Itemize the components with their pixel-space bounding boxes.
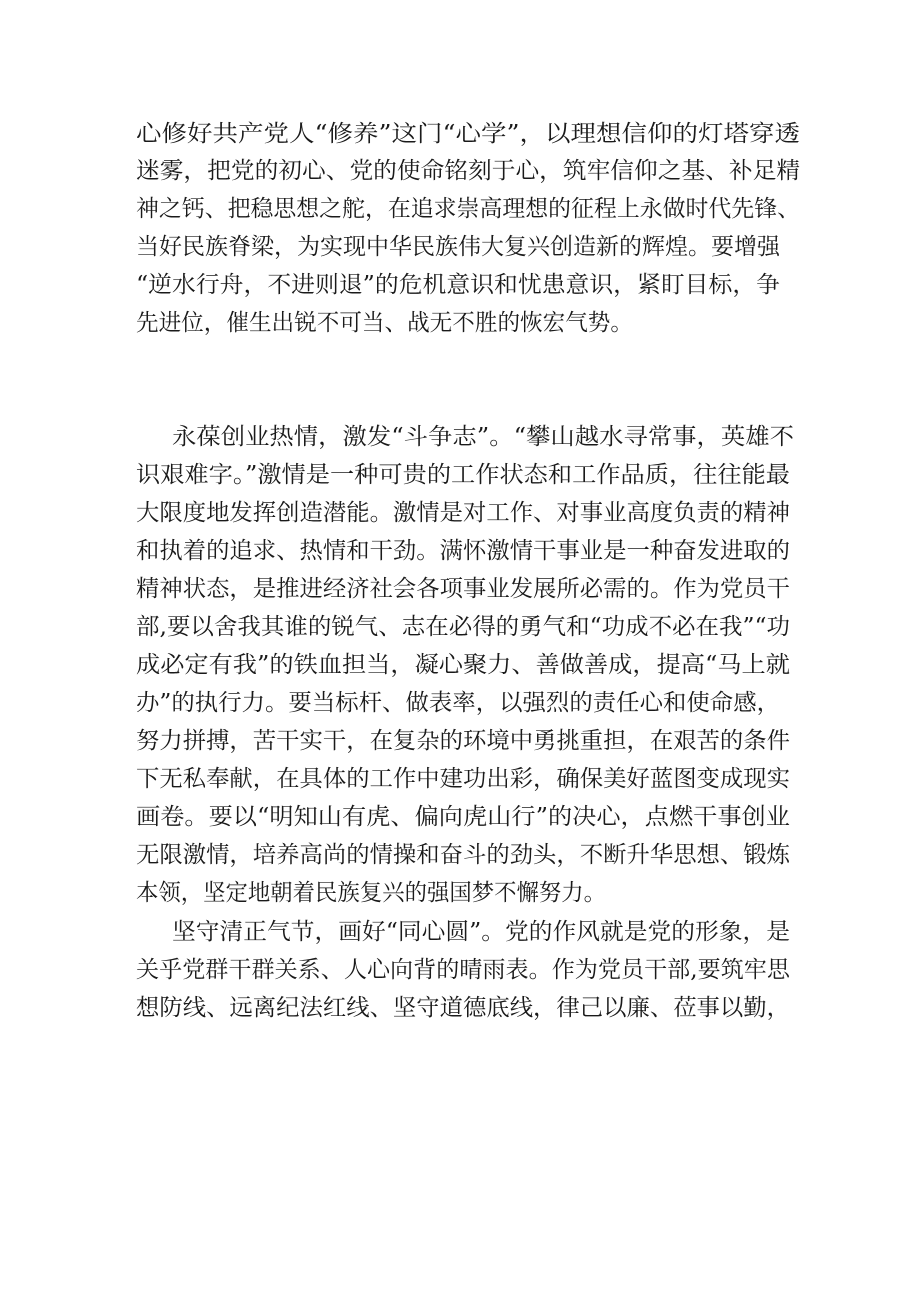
line-text: 先进位，催生出锐不可当、战无不胜的恢宏气势。 — [136, 310, 633, 336]
text-line — [0, 685, 920, 722]
text-line — [0, 761, 920, 798]
text-line — [0, 571, 920, 608]
text-line — [0, 229, 920, 266]
text-line — [0, 457, 920, 494]
text-line — [0, 609, 920, 646]
text-line — [0, 875, 920, 912]
line-text: 想防线、远离纪法红线、坚守道德底线，律己以廉、莅事以勤， — [136, 995, 790, 1021]
line-text: 当好民族脊梁，为实现中华民族伟大复兴创造新的辉煌。要增强 — [136, 234, 780, 260]
text-line — [0, 419, 920, 456]
text-line — [0, 647, 920, 684]
line-text: 大限度地发挥创造潜能。激情是对工作、对事业高度负责的精神 — [136, 500, 790, 526]
line-text: 画卷。要以“明知山有虎、偏向虎山行”的决心，点燃干事创业 — [136, 804, 790, 830]
text-line — [0, 952, 920, 989]
text-line — [0, 990, 920, 1027]
line-text: 办”的执行力。要当标杆、做表率，以强烈的责任心和使命感， — [136, 690, 781, 716]
line-text: 无限激情，培养高尚的情操和奋斗的劲头，不断升华思想、锻炼 — [136, 842, 790, 868]
text-line — [0, 799, 920, 836]
line-text: 神之钙、把稳思想之舵，在追求崇高理想的征程上永做时代先锋、 — [136, 196, 800, 222]
line-text: “逆水行舟，不进则退”的危机意识和忧患意识，紧盯目标，争 — [136, 272, 781, 298]
line-text: 努力拼搏，苦干实干，在复杂的环境中勇挑重担，在艰苦的条件 — [136, 728, 790, 754]
line-text: 和执着的追求、热情和干劲。满怀激情干事业是一种奋发进取的 — [136, 538, 790, 564]
line-text: 部,要以舍我其谁的锐气、志在必得的勇气和“功成不必在我”“功 — [136, 614, 790, 640]
line-text: 本领，坚定地朝着民族复兴的强国梦不懈努力。 — [136, 880, 607, 906]
line-text: 关乎党群干群关系、人心向背的晴雨表。作为党员干部,要筑牢思 — [136, 957, 790, 983]
line-text: 成必定有我”的铁血担当，凝心聚力、善做善成，提高“马上就 — [136, 652, 790, 678]
text-line — [0, 267, 920, 304]
text-line — [0, 837, 920, 874]
line-text: 迷雾，把党的初心、党的使命铭刻于心，筑牢信仰之基、补足精 — [136, 158, 801, 184]
line-text: 下无私奉献，在具体的工作中建功出彩，确保美好蓝图变成现实 — [136, 766, 790, 792]
line-text: 识艰难字。”激情是一种可贵的工作状态和工作品质，往往能最 — [136, 462, 791, 488]
text-line — [0, 305, 920, 342]
text-line — [0, 191, 920, 228]
text-line — [0, 116, 920, 153]
line-text: 精神状态，是推进经济社会各项事业发展所必需的。作为党员干 — [136, 576, 790, 602]
line-text: 坚守清正气节，画好“同心圆”。党的作风就是党的形象，是 — [172, 919, 790, 945]
text-line — [0, 153, 920, 190]
text-line — [0, 914, 920, 951]
text-line — [0, 495, 920, 532]
text-line — [0, 723, 920, 760]
line-text: 永葆创业热情，激发“斗争志”。“攀山越水寻常事，英雄不 — [172, 424, 794, 450]
line-text: 心修好共产党人“修养”这门“心学”，以理想信仰的灯塔穿透 — [136, 121, 800, 147]
text-line — [0, 533, 920, 570]
